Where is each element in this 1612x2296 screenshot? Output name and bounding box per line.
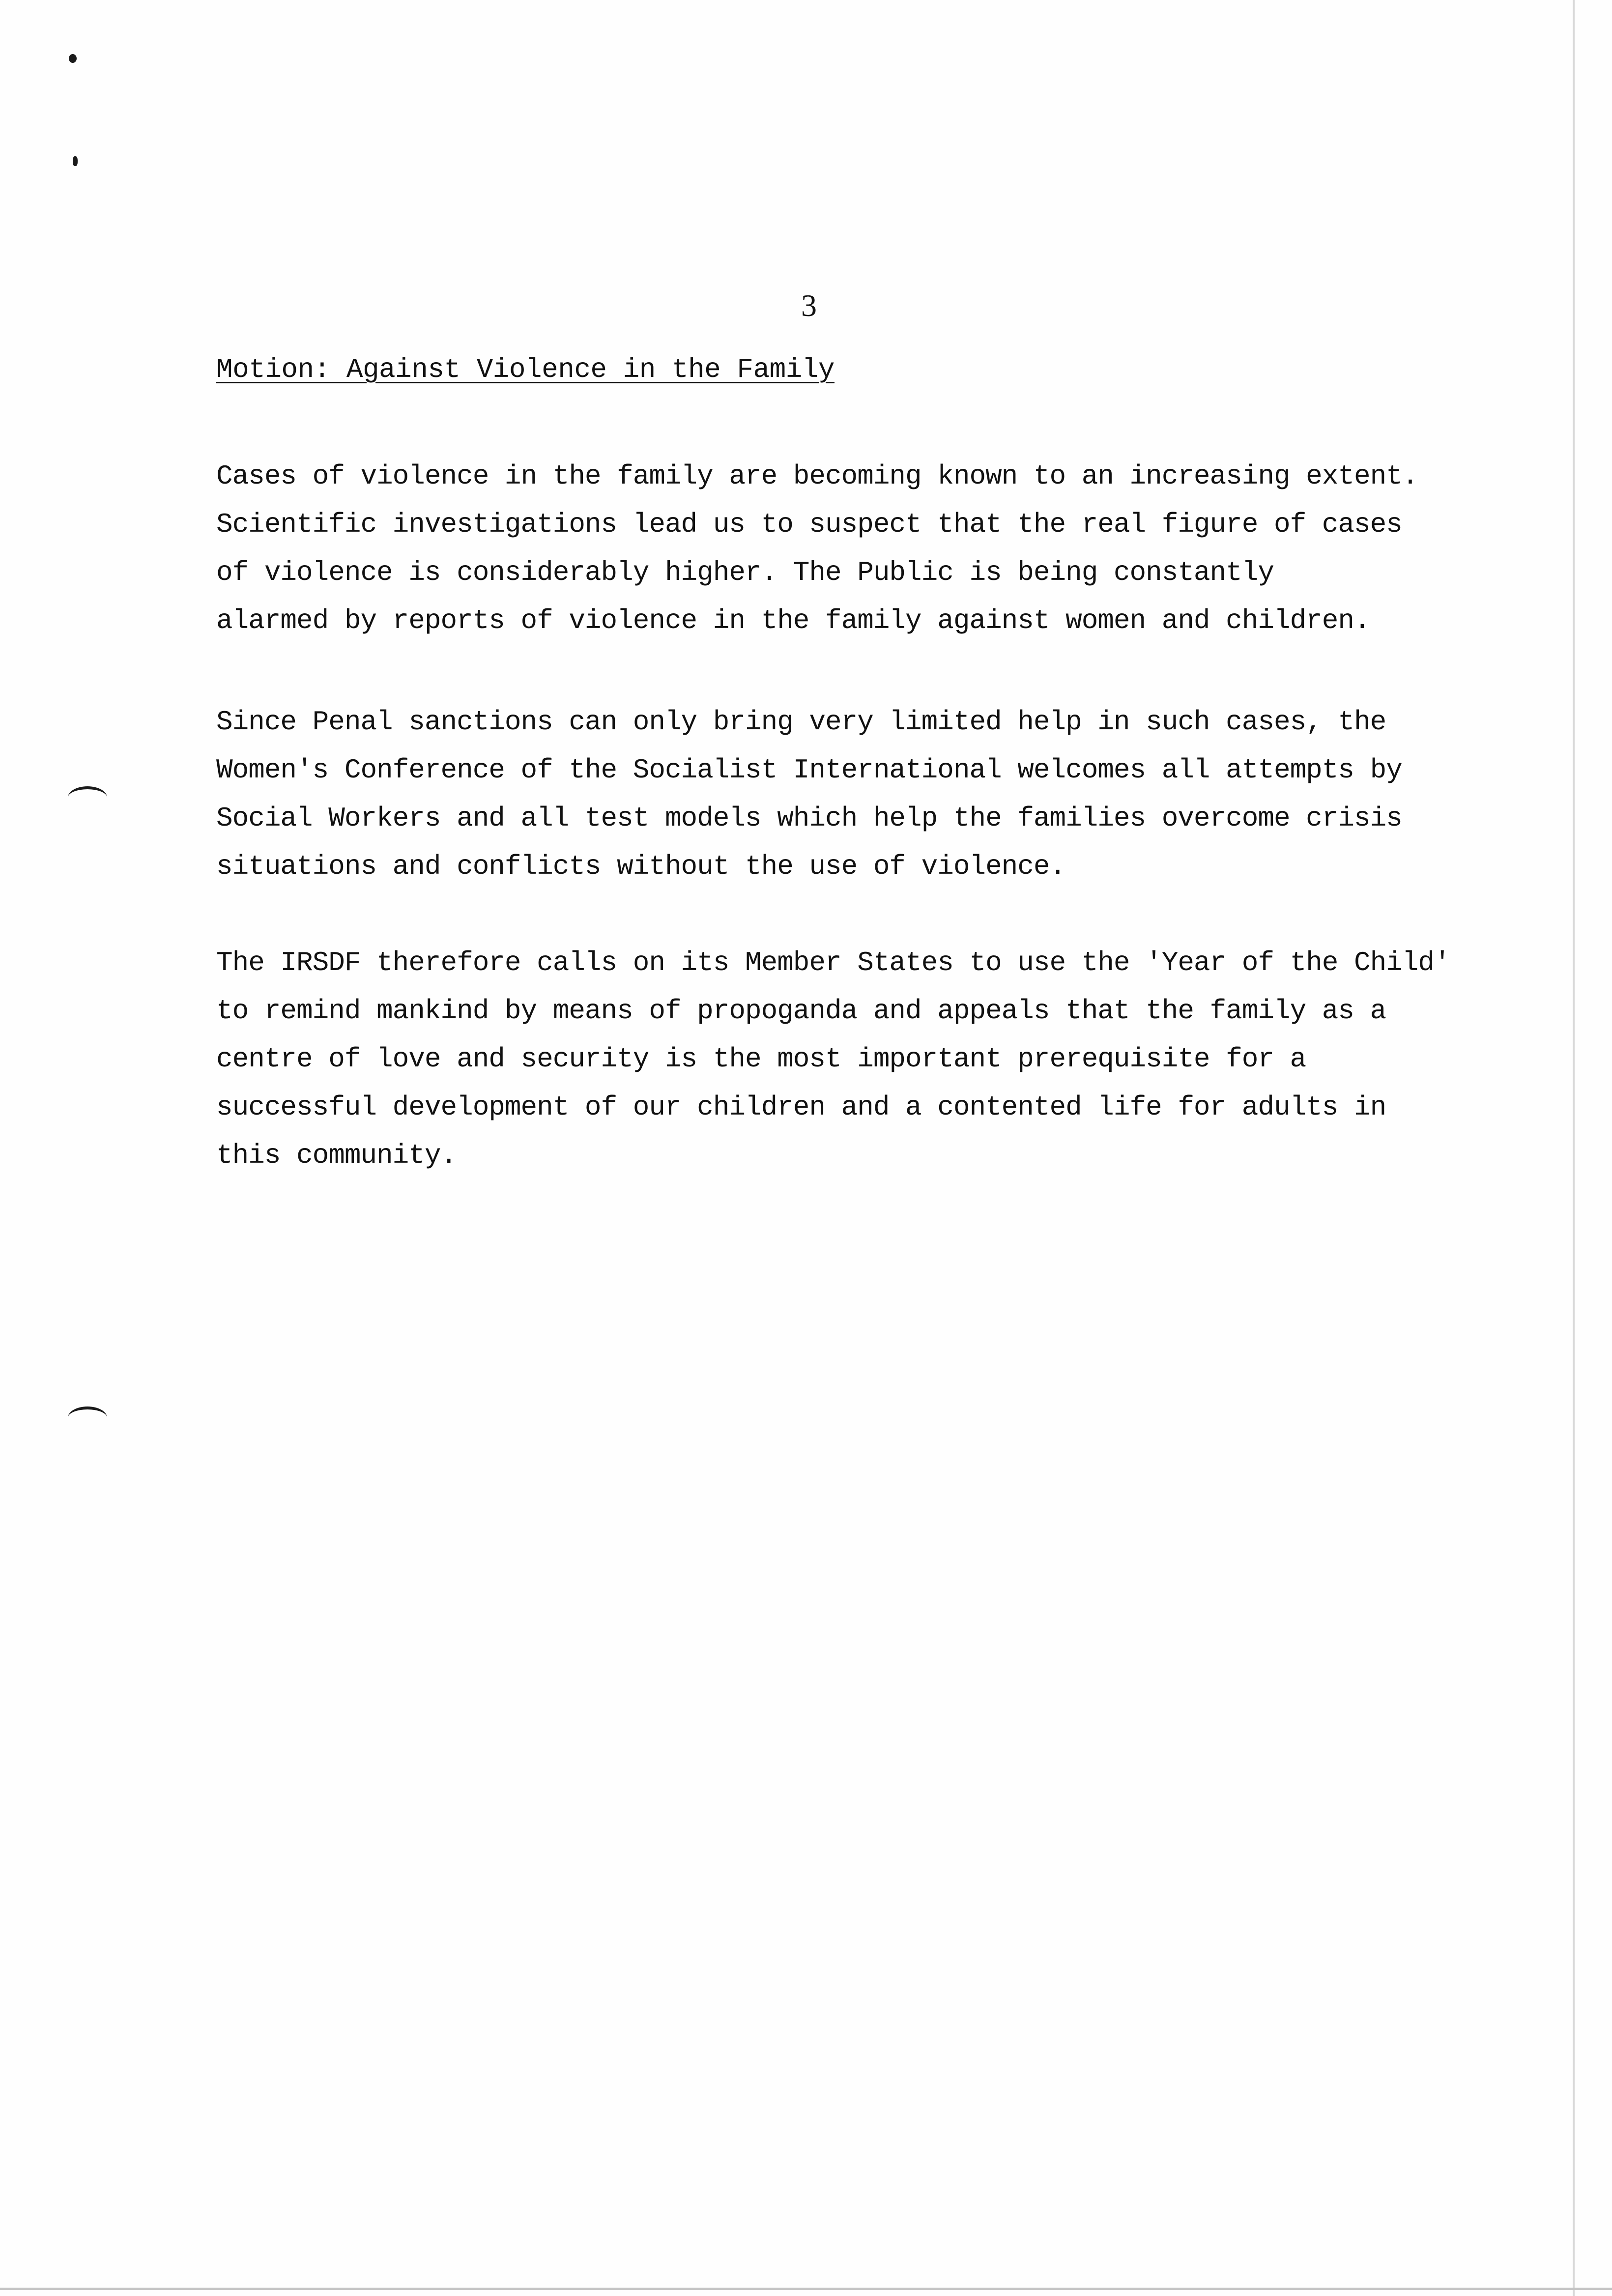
scan-binding-mark <box>68 786 107 809</box>
punch-hole-mark <box>73 156 78 166</box>
text-line: successful development of our children and a contented life for adults in <box>216 1091 1386 1123</box>
text-line: Women's Conference of the Socialist International welcomes all attempts by <box>216 754 1402 786</box>
text-line: Scientific investigations lead us to suspect that the real figure of cases <box>216 509 1402 540</box>
punch-hole-mark <box>69 54 77 63</box>
text-line: this community. <box>216 1140 457 1171</box>
paragraph-violence-cases <box>216 452 1494 645</box>
text-line: Social Workers and all test models which help the families overcome crisis <box>216 803 1402 834</box>
text-line: The IRSDF therefore calls on its Member States to use the 'Year of the Child' <box>216 947 1450 978</box>
scan-binding-mark <box>68 1406 107 1429</box>
text-line: Cases of violence in the family are becoming known to an increasing extent. <box>216 460 1418 492</box>
page-number: 3 <box>801 288 817 323</box>
paragraph-penal-sanctions <box>216 698 1494 890</box>
motion-title: Motion: Against Violence in the Family <box>216 354 835 385</box>
text-line: situations and conflicts without the use of violence. <box>216 851 1066 882</box>
scan-right-edge <box>1573 0 1575 2296</box>
text-line: of violence is considerably higher. The Public is being constantly <box>216 557 1274 588</box>
text-line: to remind mankind by means of propoganda and appeals that the family as a <box>216 995 1386 1027</box>
text-line: alarmed by reports of violence in the family against women and children. <box>216 605 1370 636</box>
text-line: centre of love and security is the most important prerequisite for a <box>216 1043 1306 1075</box>
text-line: Since Penal sanctions can only bring very limited help in such cases, the <box>216 706 1386 738</box>
scan-bottom-edge <box>0 2288 1612 2290</box>
paragraph-year-of-child <box>216 939 1494 1179</box>
